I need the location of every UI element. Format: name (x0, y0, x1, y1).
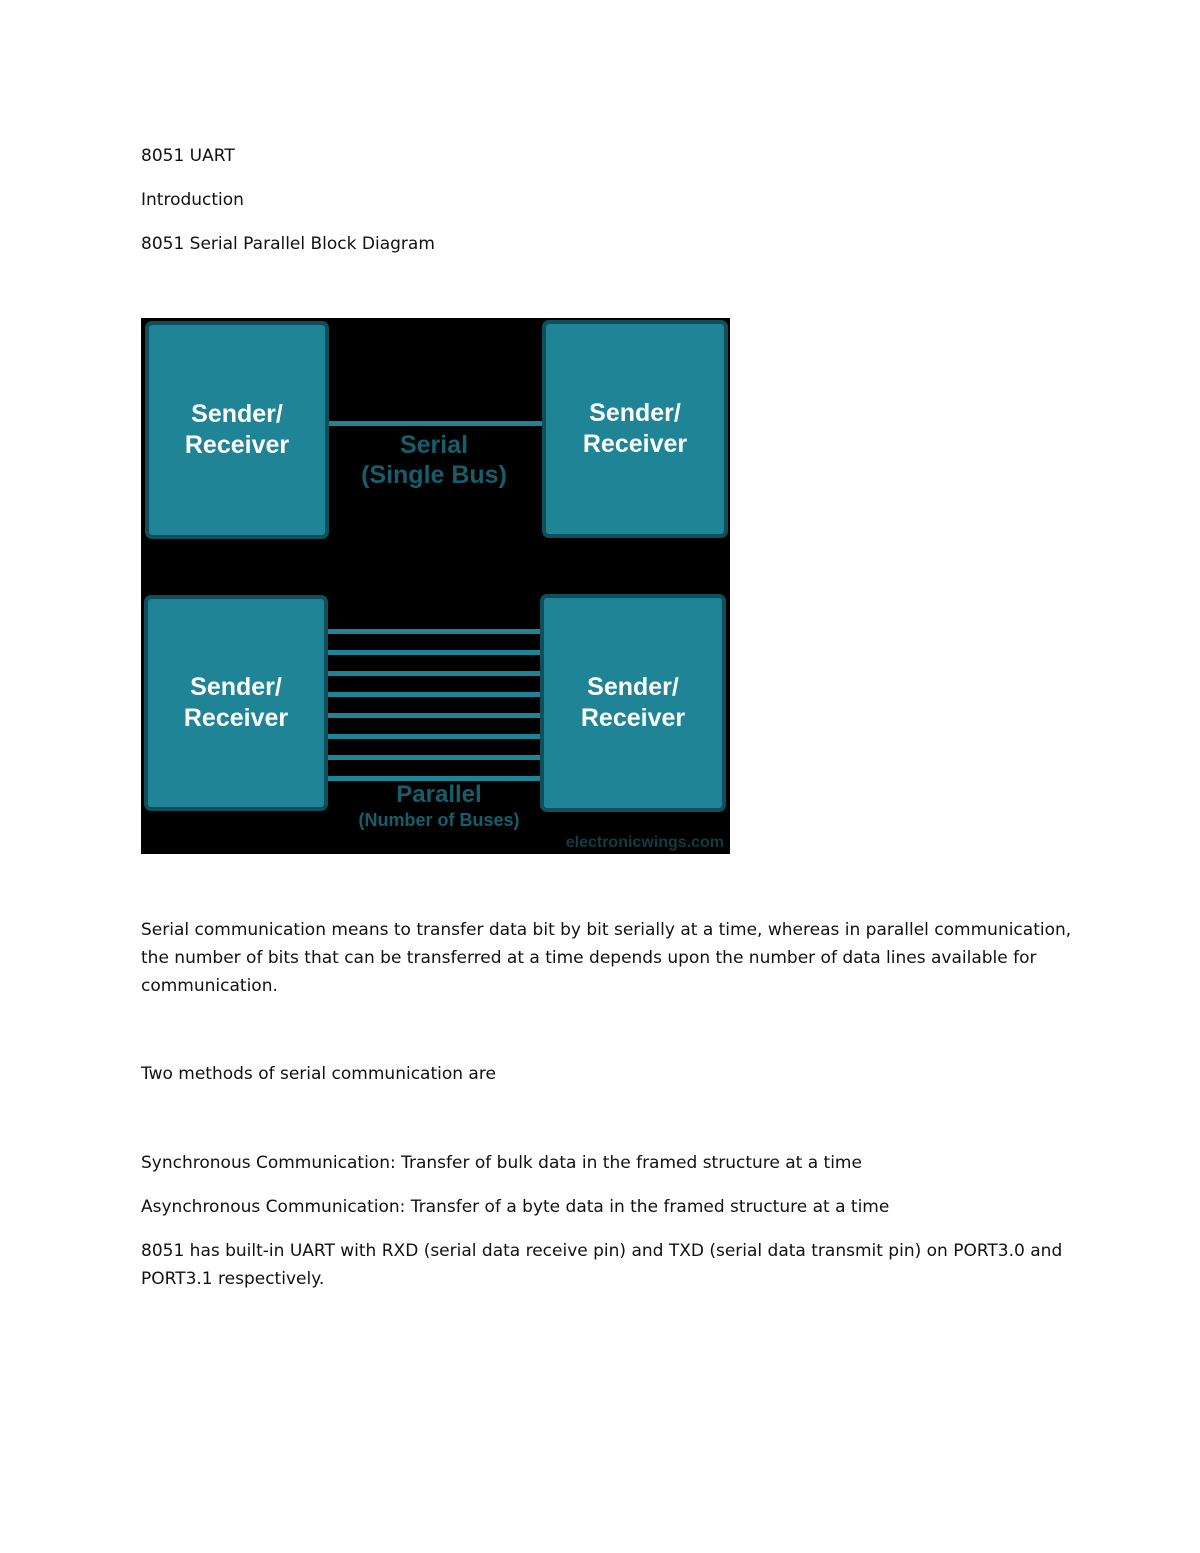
serial-label: Serial (399, 431, 469, 459)
parallel-bus-line (325, 671, 543, 676)
block-label-line2: Receiver (183, 704, 289, 732)
parallel-label: Parallel (396, 781, 482, 808)
document-heading: 8051 UART (141, 146, 235, 166)
sender-receiver-block-top-left (145, 321, 329, 539)
figure-caption: 8051 Serial Parallel Block Diagram (141, 234, 435, 254)
parallel-bus-line (325, 629, 543, 634)
serial-sublabel: (Single Bus) (361, 461, 507, 489)
body-paragraph (141, 1193, 1081, 1221)
source-watermark: electronicwings.com (565, 834, 724, 851)
block-label-line1: Sender/ (587, 673, 679, 701)
block-label-line2: Receiver (582, 430, 688, 458)
serial-bus-line (327, 421, 545, 426)
block-label-line1: Sender/ (191, 400, 283, 428)
parallel-sublabel: (Number of Buses) (358, 810, 520, 830)
body-paragraph (141, 1237, 1081, 1293)
block-label-line2: Receiver (580, 704, 686, 732)
body-paragraph (141, 1149, 1081, 1177)
sender-receiver-block-top-right (542, 320, 728, 538)
section-title: Introduction (141, 190, 244, 210)
paragraph-two-methods: Two methods of serial communication are (141, 1064, 496, 1084)
body-paragraph (141, 1060, 1081, 1088)
sender-receiver-block-bottom-left (144, 595, 328, 811)
body-paragraph (141, 916, 1081, 1000)
paragraph-synchronous: Synchronous Communication: Transfer of bulk data in the framed structure at a time (141, 1153, 862, 1173)
paragraph-serial-vs-parallel: Serial communication means to transfer data bit by bit serially at a time, whereas in parallel communication, the number of bits that can be transferred at a time depends upon the number of data lines available for communication. (141, 920, 1072, 996)
sender-receiver-block-bottom-right (540, 594, 726, 812)
block-label-line2: Receiver (184, 431, 290, 459)
parallel-bus-line (325, 650, 543, 655)
parallel-bus-line (325, 692, 543, 697)
paragraph-asynchronous: Asynchronous Communication: Transfer of a byte data in the framed structure at a time (141, 1197, 890, 1217)
paragraph-uart-pins: 8051 has built-in UART with RXD (serial data receive pin) and TXD (serial data transmit pin) on PORT3.0 and PORT3.1 respectively. (141, 1241, 1063, 1289)
parallel-bus-line (325, 734, 543, 739)
serial-parallel-block-diagram (141, 318, 730, 854)
block-label-line1: Sender/ (190, 673, 282, 701)
parallel-bus-line (325, 755, 543, 760)
parallel-bus-line (325, 713, 543, 718)
block-label-line1: Sender/ (589, 399, 681, 427)
